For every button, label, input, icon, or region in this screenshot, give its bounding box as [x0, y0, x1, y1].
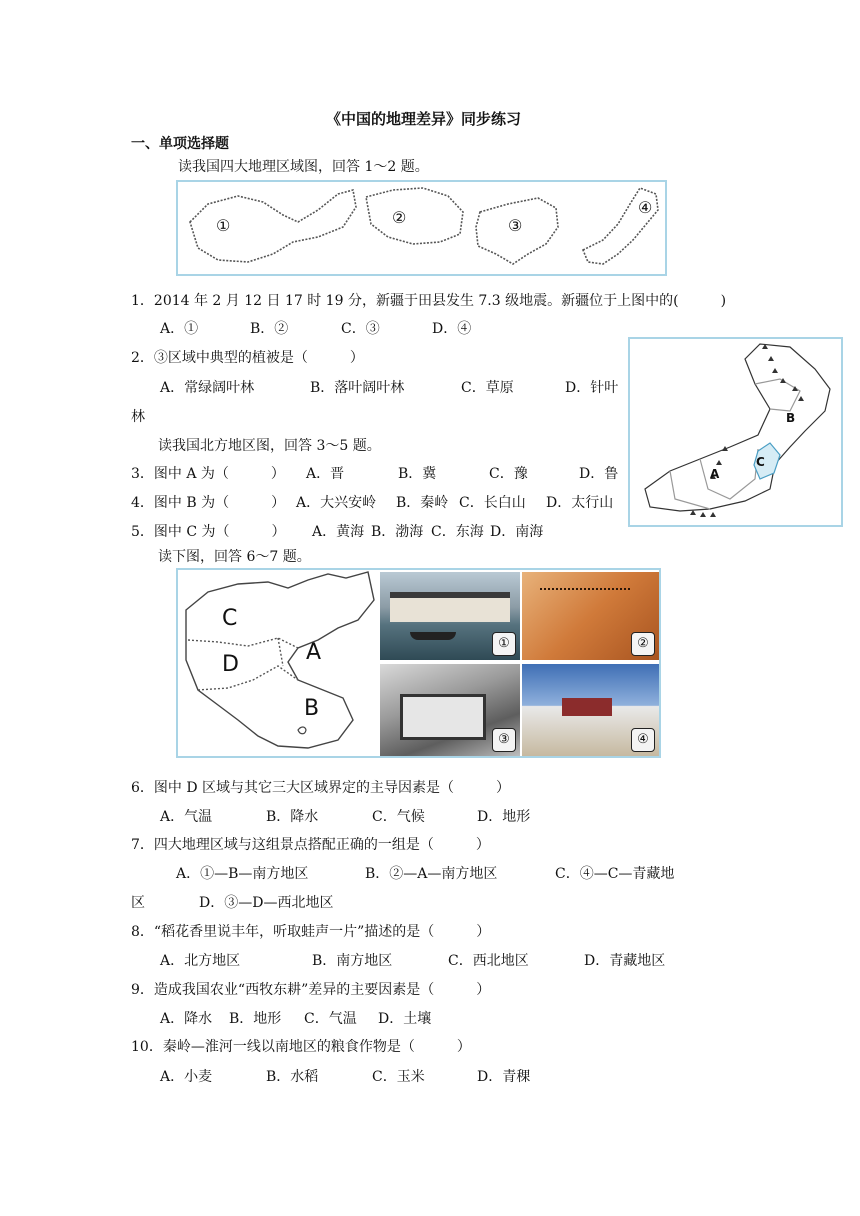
- four-regions-outline: [178, 182, 665, 274]
- question-5: 5．图中 C 为（ ）: [131, 524, 286, 540]
- q5-option-d: D．南海: [490, 524, 544, 540]
- photo-water-town: [380, 572, 520, 660]
- regions-and-photos-figure: [176, 568, 661, 758]
- question-6: 6．图中 D 区域与其它三大区域界定的主导因素是（ ）: [131, 780, 511, 796]
- intro-q1-2: 读我国四大地理区域图，回答 1～2 题。: [178, 159, 429, 175]
- photo-tag-1: ①: [492, 632, 516, 656]
- q5-option-b: B．渤海: [371, 524, 424, 540]
- photo-1-boat: [410, 632, 456, 640]
- photo-desert-camels: [522, 572, 659, 660]
- intro-q3-5: 读我国北方地区图，回答 3～5 题。: [158, 438, 381, 454]
- photo-tag-2: ②: [631, 632, 655, 656]
- photo-1-houses: [390, 592, 510, 622]
- q5-option-c: C．东海: [431, 524, 484, 540]
- q6-option-b: B．降水: [266, 809, 319, 825]
- q1-option-d: D．④: [432, 321, 472, 337]
- photo-2-caravan: [540, 588, 630, 600]
- question-3: 3．图中 A 为（ ）: [131, 466, 285, 482]
- question-7: 7．四大地理区域与这组景点搭配正确的一组是（ ）: [131, 837, 490, 853]
- region-map-label-d: D: [222, 652, 239, 677]
- q9-option-d: D．土壤: [378, 1011, 432, 1027]
- map1-label-1: ①: [216, 216, 231, 235]
- q1-option-b: B．②: [250, 321, 289, 337]
- q8-option-c: C．西北地区: [448, 953, 529, 969]
- question-1: 1．2014 年 2 月 12 日 17 时 19 分，新疆于田县发生 7.3 级地震。新疆位于上图中的( ): [131, 293, 727, 309]
- map1-label-3: ③: [508, 216, 523, 235]
- question-8: 8．“稻花香里说丰年，听取蛙声一片”描述的是（ ）: [131, 924, 491, 940]
- q3-option-d: D．鲁: [579, 466, 619, 482]
- region-map-label-b: B: [304, 696, 320, 721]
- q2-option-a: A．常绿阔叶林: [160, 380, 255, 396]
- question-9: 9．造成我国农业“西牧东耕”差异的主要因素是（ ）: [131, 982, 491, 998]
- photo-courtyard-snow: [380, 664, 520, 756]
- q7-option-c: C．④—C—青藏地: [555, 866, 675, 882]
- question-10: 10．秦岭—淮河一线以南地区的粮食作物是（ ）: [131, 1039, 471, 1055]
- region-map-label-a: A: [306, 640, 322, 665]
- q10-option-b: B．水稻: [266, 1069, 319, 1085]
- q4-option-c: C．长白山: [459, 495, 526, 511]
- q7-option-b: B．②—A—南方地区: [365, 866, 498, 882]
- q2-option-d-wrap: 林: [131, 409, 145, 425]
- q7-option-c-wrap: 区: [131, 895, 145, 911]
- q2-option-c: C．草原: [461, 380, 514, 396]
- north-region-outline: [630, 339, 841, 525]
- north-map-label-b: B: [786, 411, 796, 425]
- map1-label-4: ④: [638, 198, 653, 217]
- china-region-map: [178, 570, 378, 756]
- q5-option-a: A．黄海: [312, 524, 365, 540]
- q6-option-d: D．地形: [477, 809, 531, 825]
- q2-option-b: B．落叶阔叶林: [310, 380, 405, 396]
- q1-option-c: C．③: [341, 321, 380, 337]
- q6-option-c: C．气候: [372, 809, 425, 825]
- q7-option-d: D．③—D—西北地区: [199, 895, 334, 911]
- map1-label-2: ②: [392, 208, 407, 227]
- q8-option-a: A．北方地区: [160, 953, 241, 969]
- question-2: 2．③区域中典型的植被是（ ）: [131, 350, 364, 366]
- q9-option-a: A．降水: [160, 1011, 213, 1027]
- north-map-label-c: C: [756, 455, 765, 469]
- q2-option-d: D．针叶: [565, 380, 619, 396]
- q8-option-b: B．南方地区: [312, 953, 393, 969]
- q9-option-c: C．气温: [304, 1011, 357, 1027]
- page-title: 《中国的地理差异》同步练习: [326, 110, 522, 128]
- q4-option-d: D．太行山: [546, 495, 614, 511]
- four-regions-map: [176, 180, 667, 276]
- q6-option-a: A．气温: [160, 809, 213, 825]
- photo-4-red-palace: [562, 698, 612, 716]
- q3-option-b: B．冀: [398, 466, 437, 482]
- section-heading: 一、单项选择题: [131, 136, 229, 152]
- q8-option-d: D．青藏地区: [584, 953, 666, 969]
- photo-tag-4: ④: [631, 728, 655, 752]
- q4-option-a: A．大兴安岭: [296, 495, 377, 511]
- photo-potala-palace: [522, 664, 659, 756]
- q10-option-d: D．青稞: [477, 1069, 531, 1085]
- q10-option-a: A．小麦: [160, 1069, 213, 1085]
- q3-option-c: C．豫: [489, 466, 528, 482]
- question-4: 4．图中 B 为（ ）: [131, 495, 286, 511]
- q4-option-b: B．秦岭: [396, 495, 449, 511]
- q3-option-a: A．晋: [306, 466, 345, 482]
- north-map-label-a: A: [710, 467, 720, 481]
- photo-tag-3: ③: [492, 728, 516, 752]
- north-region-map: [628, 337, 843, 527]
- q9-option-b: B．地形: [229, 1011, 282, 1027]
- q10-option-c: C．玉米: [372, 1069, 425, 1085]
- q1-option-a: A．①: [160, 321, 199, 337]
- photo-3-courtyard: [400, 694, 486, 740]
- q7-option-a: A．①—B—南方地区: [176, 866, 309, 882]
- region-map-label-c: C: [222, 606, 238, 631]
- intro-q6-7: 读下图，回答 6～7 题。: [158, 549, 311, 565]
